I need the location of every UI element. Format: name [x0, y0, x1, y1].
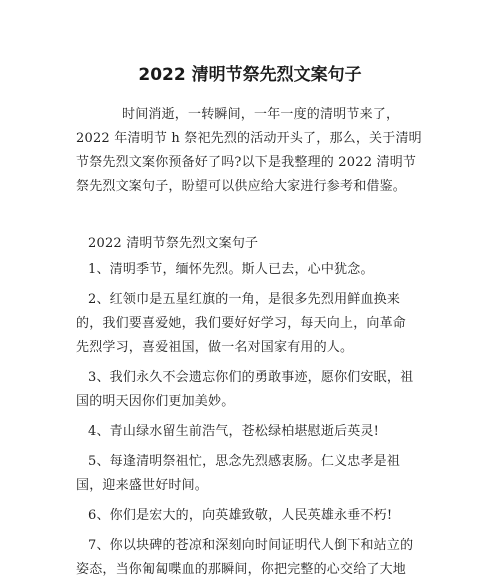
- intro-line: 2022 年清明节 h 祭祀先烈的活动开头了，那么，关于清明: [76, 131, 422, 146]
- list-item: [76, 450, 436, 498]
- item-line: 姿态，当你匍匐喋血的那瞬间，你把完整的心交给了大地: [76, 562, 407, 577]
- item-line: 6、你们是宏大的，向英雄致敬，人民英雄永垂不朽!: [88, 508, 393, 523]
- list-item: [76, 534, 436, 582]
- items-list: [76, 258, 436, 582]
- item-line: 国，迎来盛世好时间。: [76, 478, 209, 493]
- list-item: [76, 288, 436, 360]
- document-title: 2022 清明节祭先烈文案句子: [138, 65, 362, 85]
- item-line: 4、青山绿水留生前浩气，苍松绿柏堪慰逝后英灵!: [88, 424, 380, 439]
- list-item: [76, 504, 436, 528]
- item-line: 3、我们永久不会遗忘你们的勇敢事迹，愿你们安眠，祖: [88, 370, 414, 385]
- item-line: 5、每逢清明祭祖忙，思念先烈感衷肠。仁义忠孝是祖: [88, 454, 401, 469]
- item-line: 先烈学习，喜爱祖国，做一名对国家有用的人。: [76, 340, 354, 355]
- intro-line: 时间消逝，一转瞬间，一年一度的清明节来了，: [122, 107, 400, 122]
- item-line: 2、红领巾是五星红旗的一角，是很多先烈用鲜血换来: [88, 292, 401, 307]
- section-heading: 2022 清明节祭先烈文案句子: [88, 236, 259, 251]
- item-line: 的，我们要喜爱她，我们要好好学习，每天向上，向革命: [76, 316, 407, 331]
- item-line: 国的明天因你们更加美妙。: [76, 394, 235, 409]
- list-item: [76, 258, 436, 282]
- list-item: [76, 366, 436, 414]
- intro-paragraph: [76, 103, 436, 199]
- list-item: [76, 420, 436, 444]
- item-line: 7、你以块碑的苍凉和深刻向时间证明代人倒下和站立的: [88, 538, 414, 553]
- intro-line: 祭先烈文案句子，盼望可以供应给大家进行参考和借鉴。: [76, 179, 407, 194]
- item-line: 1、清明季节，缅怀先烈。斯人已去，心中犹念。: [88, 262, 374, 277]
- intro-line: 节祭先烈文案你预备好了吗?以下是我整理的 2022 清明节: [76, 155, 417, 170]
